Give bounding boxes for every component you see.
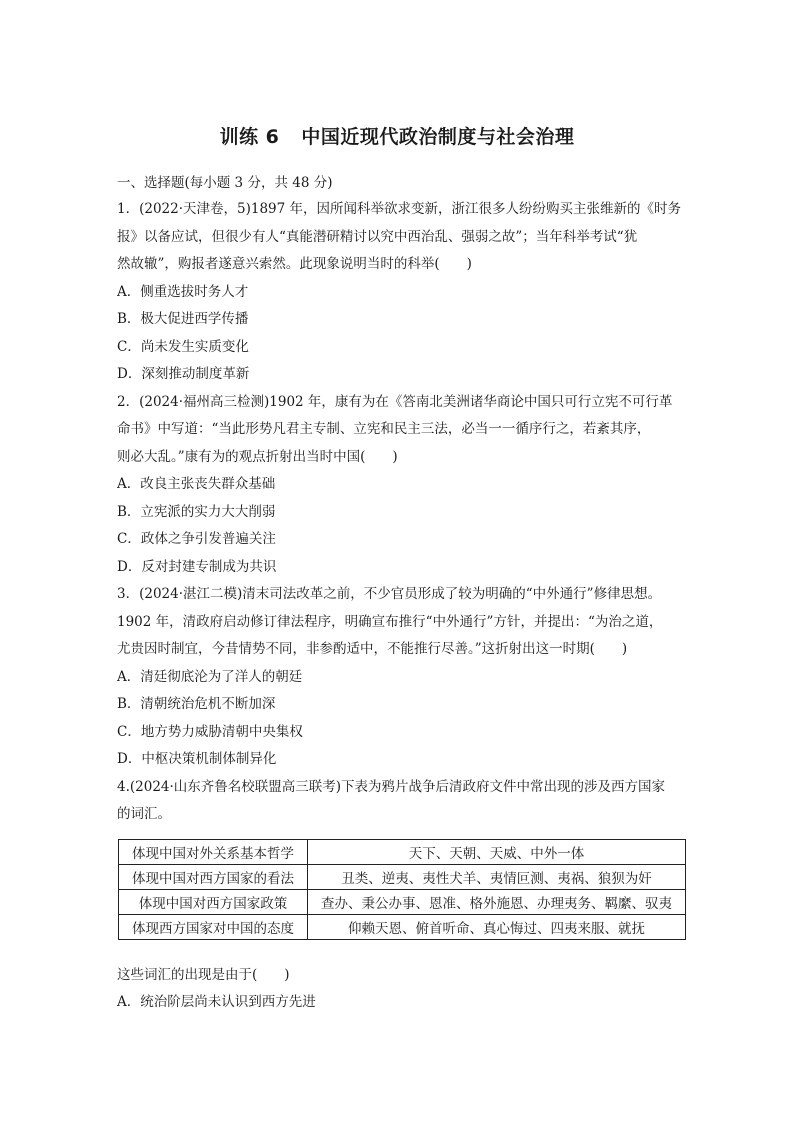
table-row [119, 864, 686, 889]
table-cell-category: 体现中国对西方国家政策 [119, 889, 308, 914]
option-b: B．极大促进西学传播 [117, 311, 249, 327]
question-stem-line: 2．(2024·福州高三检测)1902 年，康有为在《答南北美洲诸华商论中国只可行立宪不可行革 [117, 393, 673, 410]
option-d: D．反对封建专制成为共识 [117, 558, 277, 575]
title-label: 训练 6 [219, 126, 280, 148]
table-row [119, 914, 686, 939]
option-a: A．侧重选拔时务人才 [117, 283, 249, 300]
question-stem-line: 则必大乱。”康有为的观点折射出当时中国( ) [117, 448, 398, 465]
table-row [119, 889, 686, 914]
question-stem-line: 这些词汇的出现是由于( ) [117, 966, 290, 983]
question-stem-line: 1．(2022·天津卷，5)1897 年，因所闻科举欲求变新，浙江很多人纷纷购买主张维新的《时务 [117, 201, 682, 217]
option-c: C．政体之争引发普遍关注 [117, 531, 276, 547]
option-b: B．立宪派的实力大大削弱 [117, 503, 276, 520]
question-content [117, 172, 687, 1017]
option-b: B．清朝统治危机不断加深 [117, 696, 276, 712]
question-stem-line: 命书》中写道：“当此形势凡君主专制、立宪和民主三法，必当一一循序行之，若紊其序， [117, 421, 651, 437]
table-cell-terms: 丑类、逆夷、夷性犬羊、夷情叵测、夷祸、狼狈为奸 [308, 864, 686, 889]
table-cell-category: 体现西方国家对中国的态度 [119, 914, 308, 939]
option-d: D．深刻推动制度革新 [117, 366, 250, 382]
option-a: A．清廷彻底沦为了洋人的朝廷 [117, 668, 303, 685]
option-a: A．改良主张丧失群众基础 [117, 476, 276, 492]
section-heading: 一、选择题(每小题 3 分，共 48 分) [117, 175, 333, 191]
question-stem-line: 的词汇。 [117, 806, 171, 822]
question-stem-line: 3．(2024·湛江二模)清末司法改革之前，不少官员形成了较为明确的“中外通行”修律思想。 [117, 586, 662, 602]
question-2 [117, 389, 687, 582]
question-3 [117, 581, 687, 774]
title-text: 中国近现代政治制度与社会治理 [301, 126, 575, 148]
question-4 [117, 774, 687, 1017]
option-c: C．尚未发生实质变化 [117, 338, 249, 355]
table-cell-category: 体现中国对外关系基本哲学 [119, 839, 308, 864]
question-stem-line: 然故辙”，购报者遂意兴索然。此现象说明当时的科举( ) [117, 256, 472, 272]
question-stem-line: 报》以备应试，但很少有人“真能潜研精讨以究中西治乱、强弱之故”；当年科举考试“犹 [117, 228, 638, 245]
question-1 [117, 196, 687, 389]
vocabulary-table [118, 839, 686, 940]
option-d: D．中枢决策机制体制异化 [117, 751, 277, 767]
table-row [119, 839, 686, 864]
table-cell-terms: 仰赖天恩、俯首听命、真心悔过、四夷来服、就抚 [308, 914, 686, 939]
question-stem-line: 4.(2024·山东齐鲁名校联盟高三联考)下表为鸦片战争后清政府文件中常出现的涉及西方国家 [117, 778, 666, 795]
table-cell-terms: 天下、天朝、天威、中外一体 [308, 839, 686, 864]
page-title [0, 122, 794, 149]
question-stem-line: 尤贵因时制宜，今昔情势不同，非参酌适中，不能推行尽善。”这折射出这一时期( ) [117, 641, 628, 657]
option-c: C．地方势力威胁清朝中央集权 [117, 723, 303, 740]
table-cell-terms: 查办、秉公办事、恩准、格外施恩、办理夷务、羁縻、驭夷 [308, 889, 686, 914]
question-stem-line: 1902 年，清政府启动修订律法程序，明确宣布推行“中外通行”方针，并提出：“为治之道， [117, 613, 663, 630]
table-cell-category: 体现中国对西方国家的看法 [119, 864, 308, 889]
option-a: A．统治阶层尚未认识到西方先进 [117, 994, 316, 1010]
